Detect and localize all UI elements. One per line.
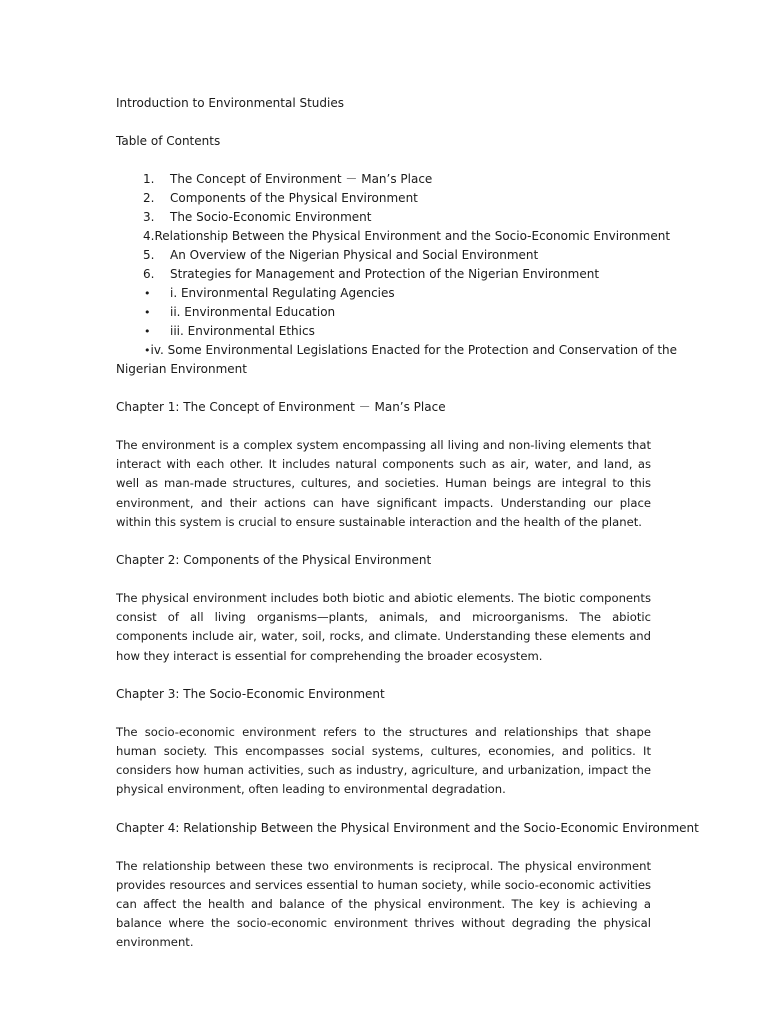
bullet-icon: • xyxy=(144,306,151,319)
toc-text: Components of the Physical Environment xyxy=(170,191,418,205)
toc-text: i. Environmental Regulating Agencies xyxy=(170,286,395,300)
chapter-4-paragraph: The relationship between these two environments is reciprocal. The physical environment provides resources and services essential to human society, while socio-economic activities can affect the health and balance of the physical environment. The key is achieving a balance where the socio-economic environment thrives without degrading the physical environment. xyxy=(116,858,651,950)
toc-item-2 xyxy=(116,189,651,208)
toc-subitem-3 xyxy=(116,322,651,341)
bullet-icon: • xyxy=(144,287,151,300)
toc-item-6 xyxy=(116,265,651,284)
toc-text: An Overview of the Nigerian Physical and Social Environment xyxy=(170,248,539,262)
document-page xyxy=(116,94,699,953)
chapter-1-heading: Chapter 1: The Concept of Environment － Man’s Place xyxy=(116,400,446,414)
toc-number: 2. xyxy=(143,191,155,205)
chapter-3-heading: Chapter 3: The Socio-Economic Environment xyxy=(116,686,385,701)
toc-subitem-2 xyxy=(116,303,651,322)
toc-text: ii. Environmental Education xyxy=(170,305,336,319)
toc-subitem-1 xyxy=(116,284,651,303)
toc-number: 5. xyxy=(143,248,155,262)
bullet-icon: • xyxy=(144,344,151,357)
toc-text: The Concept of Environment － Man’s Place xyxy=(170,172,433,186)
toc-item-3 xyxy=(116,208,651,227)
toc-item-5 xyxy=(116,246,651,265)
document-title: Introduction to Environmental Studies xyxy=(116,96,344,110)
toc-number: 3. xyxy=(143,210,155,224)
toc-item-4 xyxy=(116,227,671,246)
toc-text: Strategies for Management and Protection of the Nigerian Environment xyxy=(170,267,600,281)
chapter-1-paragraph: The environment is a complex system encompassing all living and non-living elements that interact with each other. It includes natural components such as air, water, and land, as well as man-made structures, cultures, and societies. Human beings are integral to this environment, and their actions can have significant impacts. Understanding our place within this system is crucial to ensure sustainable interaction and the health of the planet. xyxy=(116,438,651,529)
table-of-contents xyxy=(116,170,678,379)
toc-text: Relationship Between the Physical Environment and the Socio-Economic Environment xyxy=(154,229,671,243)
chapter-2-heading: Chapter 2: Components of the Physical Environment xyxy=(116,553,432,568)
toc-text: The Socio-Economic Environment xyxy=(170,210,372,224)
chapter-3-paragraph: The socio-economic environment refers to the structures and relationships that shape human society. This encompasses social systems, cultures, economies, and politics. It considers how human activities, such as industry, agriculture, and urbanization, impact the physical environment, often leading to environmental degradation. xyxy=(116,724,651,797)
toc-text: iv. Some Environmental Legislations Enacted for the Protection and Conservation of the xyxy=(150,343,678,357)
chapter-2-paragraph: The physical environment includes both biotic and abiotic elements. The biotic components consist of all living organisms—plants, animals, and microorganisms. The abiotic components include air, water, soil, rocks, and climate. Understanding these elements and how they interact is essential for comprehending the broader ecosystem. xyxy=(116,591,651,663)
chapter-4-heading: Chapter 4: Relationship Between the Physical Environment and the Socio-Economic Environment xyxy=(116,820,699,835)
toc-text: iii. Environmental Ethics xyxy=(170,324,315,338)
toc-number: 6. xyxy=(143,267,155,281)
toc-heading: Table of Contents xyxy=(116,134,221,148)
toc-subitem-4 xyxy=(116,341,678,379)
toc-number: 4. xyxy=(143,229,155,243)
bullet-icon: • xyxy=(144,325,151,338)
toc-text-continuation: Nigerian Environment xyxy=(116,362,247,376)
toc-item-1 xyxy=(116,170,651,189)
toc-number: 1. xyxy=(143,172,155,186)
